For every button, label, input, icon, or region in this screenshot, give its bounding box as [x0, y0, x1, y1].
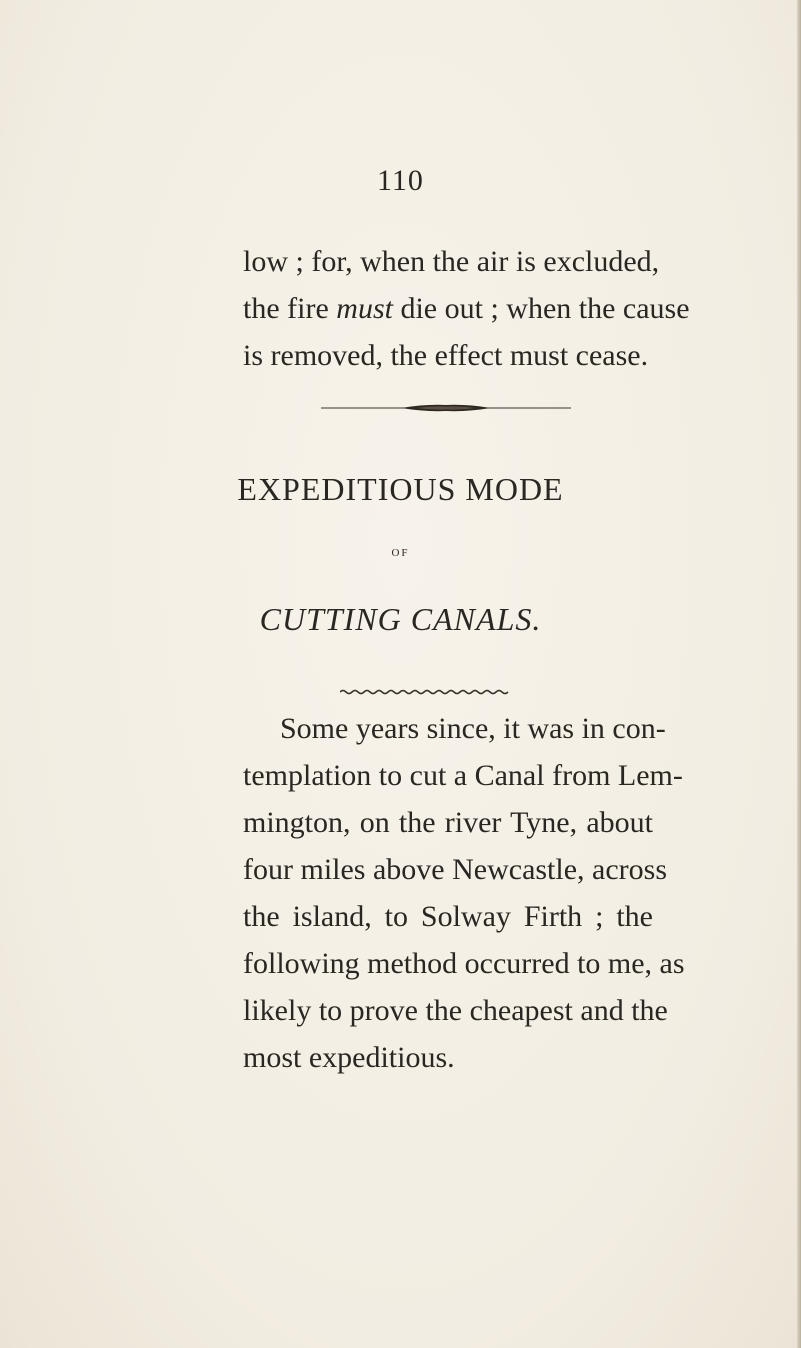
- text-line: four miles above Newcastle, across: [243, 853, 668, 886]
- text-line: [243, 285, 690, 332]
- emphasis-text: must: [336, 292, 393, 325]
- text-line: most expeditious.: [243, 1041, 455, 1074]
- page-number: 110: [377, 164, 424, 197]
- text-line: likely to prove the cheapest and the: [243, 994, 668, 1027]
- ornamental-divider-icon: [321, 404, 571, 412]
- text-line: low ; for, when the air is excluded,: [243, 245, 660, 278]
- wavy-rule-icon: [340, 688, 512, 696]
- paragraph-body: [243, 705, 685, 1081]
- page-edge: [797, 0, 801, 1348]
- text-line: mington, on the river Tyne, about: [243, 806, 653, 839]
- text-line: the island, to Solway Firth ; the: [243, 900, 653, 933]
- text-line: templation to cut a Canal from Lem-: [243, 759, 683, 792]
- section-heading: EXPEDITIOUS MODE: [237, 471, 564, 507]
- text-line: following method occurred to me, as: [243, 947, 685, 980]
- text-line: is removed, the effect must cease.: [243, 339, 649, 372]
- text-fragment: die out ; when the cause: [392, 292, 690, 325]
- section-subheading: CUTTING CANALS.: [259, 601, 542, 637]
- text-line: Some years since, it was in con-: [280, 712, 666, 745]
- heading-connector: OF: [391, 547, 410, 559]
- paragraph-continuation: [243, 238, 690, 379]
- text-fragment: the fire: [243, 292, 337, 325]
